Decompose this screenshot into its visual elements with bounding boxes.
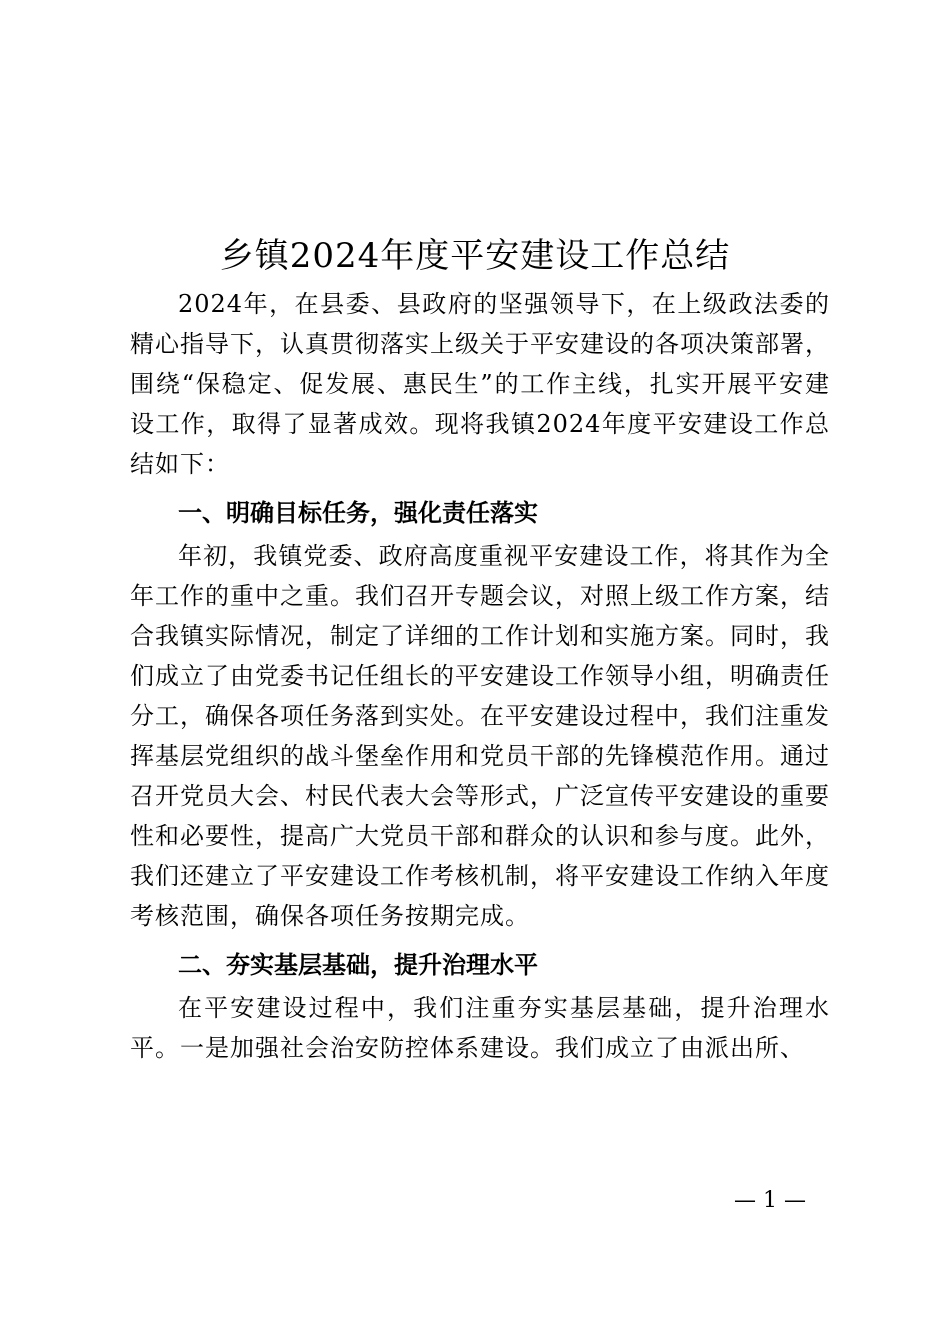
- section-2-paragraph: 在平安建设过程中，我们注重夯实基层基础，提升治理水平。一是加强社会治安防控体系建设。我们成立了由派出所、: [130, 994, 830, 1062]
- section-2-heading: 二、夯实基层基础，提升治理水平: [178, 951, 538, 979]
- document-body: [130, 284, 830, 1068]
- document-title: 乡镇2024年度平安建设工作总结: [219, 236, 731, 276]
- section-1-paragraph: 年初，我镇党委、政府高度重视平安建设工作，将其作为全年工作的重中之重。我们召开专题会议，对照上级工作方案，结合我镇实际情况，制定了详细的工作计划和实施方案。同时，我们成立了由党委书记任组长的平安建设工作领导小组，明确责任分工，确保各项任务落到实处。在平安建设过程中，我们注重发挥基层党组织的战斗堡垒作用和党员干部的先锋模范作用。通过召开党员大会、村民代表大会等形式，广泛宣传平安建设的重要性和必要性，提高广大党员干部和群众的认识和参与度。此外，我们还建立了平安建设工作考核机制，将平安建设工作纳入年度考核范围，确保各项任务按期完成。: [130, 542, 830, 930]
- section-1-heading: 一、明确目标任务，强化责任落实: [178, 499, 538, 527]
- intro-paragraph: 2024年，在县委、县政府的坚强领导下，在上级政法委的精心指导下，认真贯彻落实上级关于平安建设的各项决策部署，围绕“保稳定、促发展、惠民生”的工作主线，扎实开展平安建设工作，取得了显著成效。现将我镇2024年度平安建设工作总结如下：: [130, 290, 830, 478]
- page-number: — 1 —: [734, 1188, 806, 1213]
